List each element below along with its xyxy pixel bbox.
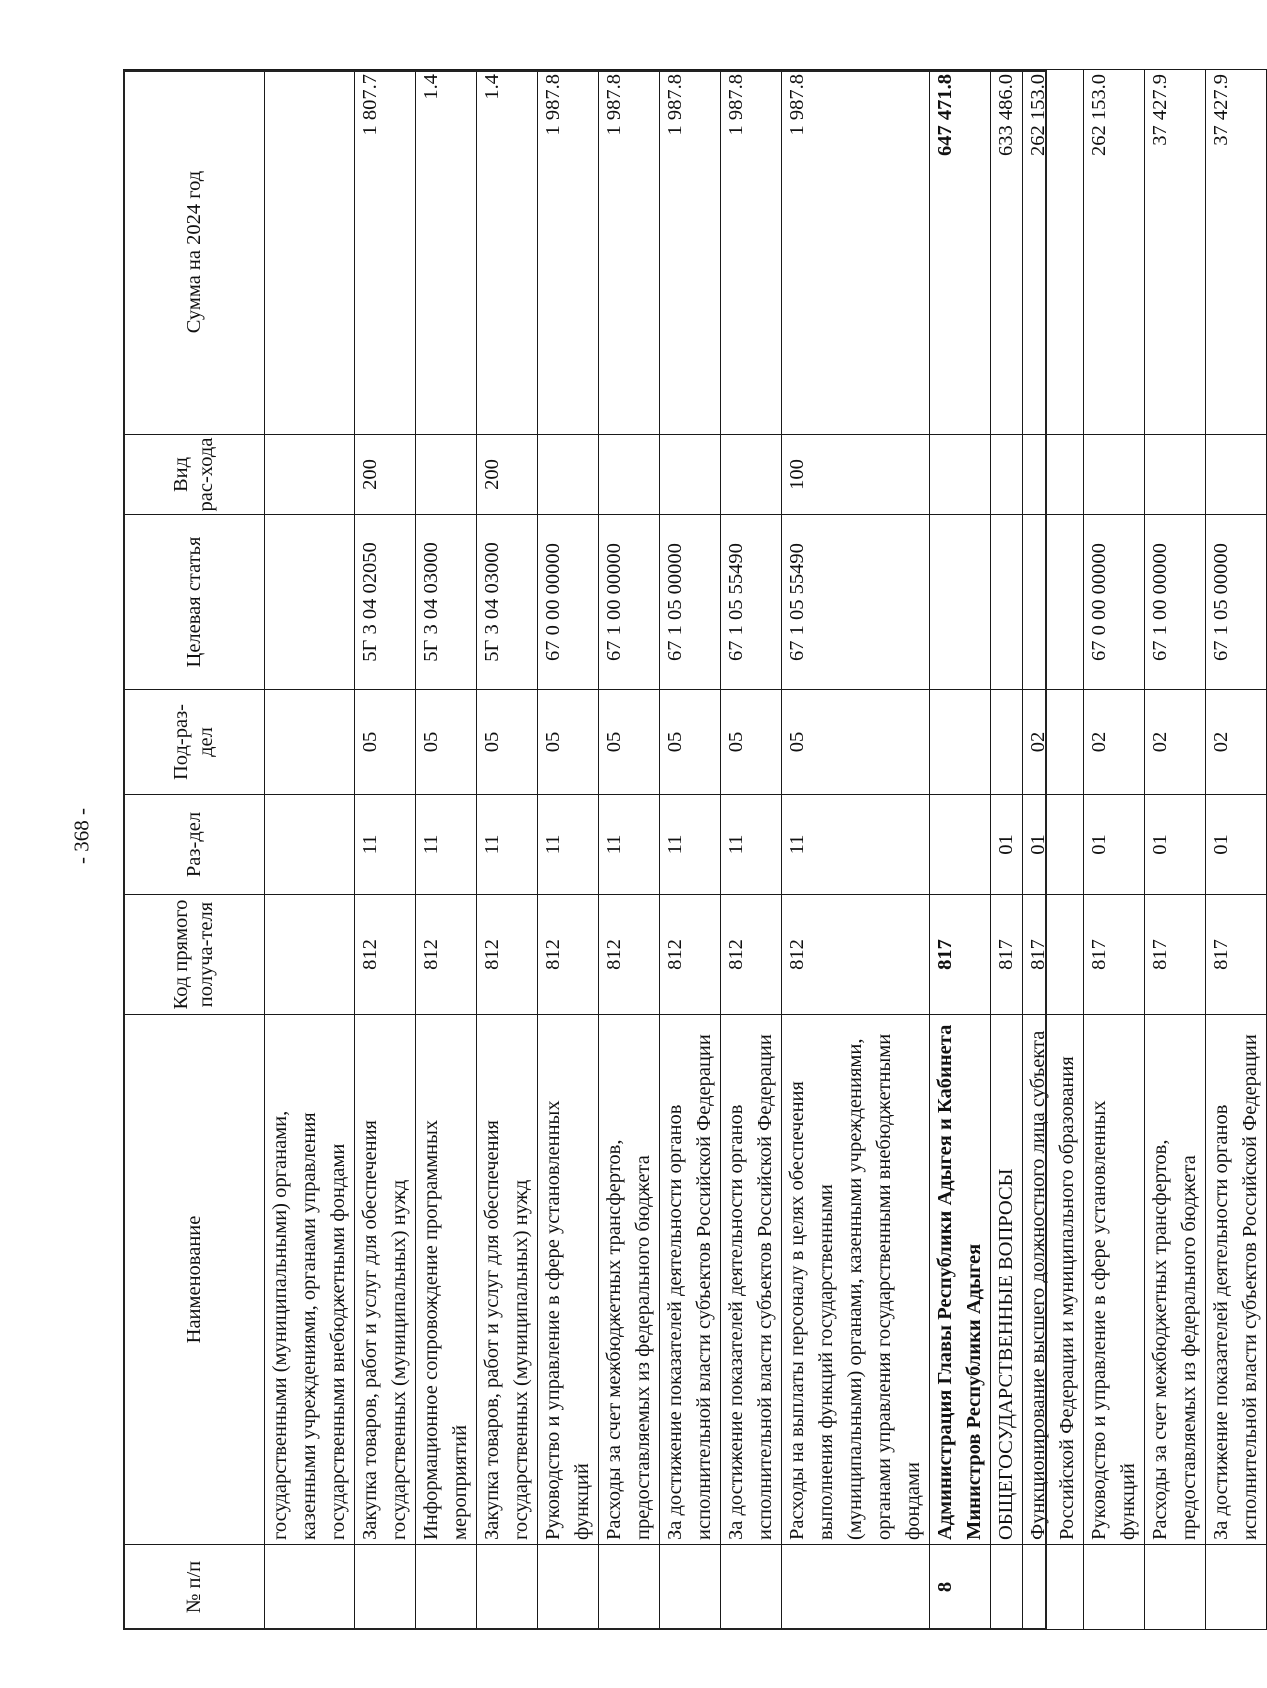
cell-code: 812	[477, 895, 538, 1015]
cell-code: 817	[1084, 895, 1145, 1015]
cell-type	[1145, 435, 1206, 515]
cell-subsection	[991, 690, 1023, 795]
cell-target: 67 1 00 00000	[1145, 515, 1206, 690]
cell-sum: 1 987.8	[599, 70, 660, 435]
cell-section: 01	[991, 795, 1023, 895]
cell-section: 01	[1145, 795, 1206, 895]
cell-code: 812	[538, 895, 599, 1015]
cell-name: За достижение показателей деятельности органов исполнительной власти субъектов Российской Федерации	[660, 1015, 721, 1545]
cell-num	[355, 1545, 416, 1630]
cell-subsection: 02	[1023, 690, 1084, 795]
cell-name: государственными (муниципальными) органами, казенными учреждениями, органами управления государственными внебюджетными фондами	[265, 1015, 355, 1545]
budget-table	[123, 69, 1267, 1630]
cell-num	[599, 1545, 660, 1630]
cell-code: 812	[721, 895, 782, 1015]
table-row	[477, 70, 538, 1630]
cell-code	[265, 895, 355, 1015]
cell-num	[416, 1545, 477, 1630]
cell-num	[1206, 1545, 1267, 1630]
cell-sum: 1 987.8	[660, 70, 721, 435]
table-body	[265, 70, 1267, 1630]
table-row	[599, 70, 660, 1630]
cell-section: 11	[355, 795, 416, 895]
cell-target	[265, 515, 355, 690]
header-section: Раз-дел	[124, 795, 265, 895]
cell-num	[477, 1545, 538, 1630]
cell-name: За достижение показателей деятельности органов исполнительной власти субъектов Российской Федерации	[1206, 1015, 1267, 1545]
cell-section: 01	[1023, 795, 1084, 895]
cell-section: 01	[1084, 795, 1145, 895]
cell-sum: 1 987.8	[721, 70, 782, 435]
cell-subsection: 02	[1206, 690, 1267, 795]
cell-target	[1023, 515, 1084, 690]
rotated-page	[123, 70, 1261, 1630]
cell-code: 817	[1206, 895, 1267, 1015]
cell-num	[538, 1545, 599, 1630]
table-row	[416, 70, 477, 1630]
cell-sum: 1.4	[416, 70, 477, 435]
cell-name: За достижение показателей деятельности органов исполнительной власти субъектов Российской Федерации	[721, 1015, 782, 1545]
table-row	[1206, 70, 1267, 1630]
cell-num	[991, 1545, 1023, 1630]
cell-code: 812	[599, 895, 660, 1015]
cell-sum: 1 987.8	[782, 70, 930, 435]
cell-type	[1084, 435, 1145, 515]
cell-sum: 37 427.9	[1206, 70, 1267, 435]
table-header-row	[124, 70, 265, 1630]
cell-num	[660, 1545, 721, 1630]
cell-section: 11	[538, 795, 599, 895]
cell-subsection: 05	[660, 690, 721, 795]
cell-name: Расходы на выплаты персоналу в целях обеспечения выполнения функций государственными (муниципальными) органами, казенными учреждениями, органами управления государственными внебюджетными фондами	[782, 1015, 930, 1545]
cell-sum: 262 153.0	[1084, 70, 1145, 435]
table-row	[1023, 70, 1084, 1630]
cell-target: 67 1 05 00000	[1206, 515, 1267, 690]
cell-code: 812	[355, 895, 416, 1015]
cell-subsection: 02	[1145, 690, 1206, 795]
header-name: Наименование	[124, 1015, 265, 1545]
cell-section	[265, 795, 355, 895]
cell-target: 67 1 05 55490	[721, 515, 782, 690]
cell-sum: 633 486.0	[991, 70, 1023, 435]
cell-name: Расходы за счет межбюджетных трансфертов, предоставляемых из федерального бюджета	[599, 1015, 660, 1545]
table-row	[930, 70, 991, 1630]
cell-target: 67 1 05 00000	[660, 515, 721, 690]
cell-type	[930, 435, 991, 515]
cell-code: 817	[1145, 895, 1206, 1015]
header-subsection: Под-раз-дел	[124, 690, 265, 795]
cell-type: 100	[782, 435, 930, 515]
header-target: Целевая статья	[124, 515, 265, 690]
cell-subsection: 05	[477, 690, 538, 795]
cell-sum: 1 987.8	[538, 70, 599, 435]
cell-name: Закупка товаров, работ и услуг для обеспечения государственных (муниципальных) нужд	[477, 1015, 538, 1545]
cell-subsection	[930, 690, 991, 795]
cell-num	[1145, 1545, 1206, 1630]
cell-target: 67 1 00 00000	[599, 515, 660, 690]
cell-type	[538, 435, 599, 515]
cell-target: 67 1 05 55490	[782, 515, 930, 690]
cell-sum: 37 427.9	[1145, 70, 1206, 435]
cell-target	[991, 515, 1023, 690]
cell-type	[660, 435, 721, 515]
cell-subsection: 05	[355, 690, 416, 795]
cell-sum: 1.4	[477, 70, 538, 435]
cell-target: 5Г 3 04 03000	[416, 515, 477, 690]
cell-name: ОБЩЕГОСУДАРСТВЕННЫЕ ВОПРОСЫ	[991, 1015, 1023, 1545]
cell-name: Расходы за счет межбюджетных трансфертов, предоставляемых из федерального бюджета	[1145, 1015, 1206, 1545]
cell-type	[599, 435, 660, 515]
table-row	[1084, 70, 1145, 1630]
cell-subsection: 05	[721, 690, 782, 795]
cell-subsection: 05	[782, 690, 930, 795]
cell-subsection: 02	[1084, 690, 1145, 795]
cell-section: 01	[1206, 795, 1267, 895]
cell-section: 11	[416, 795, 477, 895]
cell-num: 8	[930, 1545, 991, 1630]
cell-target: 67 0 00 00000	[1084, 515, 1145, 690]
table-row	[265, 70, 355, 1630]
page-number: - 368 -	[69, 808, 94, 864]
cell-section: 11	[477, 795, 538, 895]
cell-name: Информационное сопровождение программных мероприятий	[416, 1015, 477, 1545]
header-recipient-code: Код прямого получа-теля	[124, 895, 265, 1015]
cell-sum: 1 807.7	[355, 70, 416, 435]
cell-sum: 262 153.0	[1023, 70, 1084, 435]
table-row	[782, 70, 930, 1630]
cell-name: Администрация Главы Республики Адыгея и Кабинета Министров Республики Адыгея	[930, 1015, 991, 1545]
cell-type	[991, 435, 1023, 515]
cell-code: 812	[660, 895, 721, 1015]
cell-target: 5Г 3 04 03000	[477, 515, 538, 690]
cell-subsection: 05	[599, 690, 660, 795]
header-sum: Сумма на 2024 год	[124, 70, 265, 435]
cell-num	[265, 1545, 355, 1630]
table-row	[1145, 70, 1206, 1630]
table-row	[991, 70, 1023, 1630]
cell-subsection: 05	[416, 690, 477, 795]
header-num: № п/п	[124, 1545, 265, 1630]
cell-sum	[265, 70, 355, 435]
cell-code: 812	[782, 895, 930, 1015]
cell-section: 11	[599, 795, 660, 895]
cell-type	[721, 435, 782, 515]
cell-type	[1206, 435, 1267, 515]
table-row	[538, 70, 599, 1630]
cell-sum: 647 471.8	[930, 70, 991, 435]
cell-name: Закупка товаров, работ и услуг для обеспечения государственных (муниципальных) нужд	[355, 1015, 416, 1545]
cell-code: 817	[991, 895, 1023, 1015]
cell-type: 200	[355, 435, 416, 515]
cell-type: 200	[477, 435, 538, 515]
cell-type	[265, 435, 355, 515]
cell-section	[930, 795, 991, 895]
cell-name: Функционирование высшего должностного лица субъекта Российской Федерации и муниципального образования	[1023, 1015, 1084, 1545]
table-row	[721, 70, 782, 1630]
cell-section: 11	[721, 795, 782, 895]
cell-target	[930, 515, 991, 690]
cell-code: 812	[416, 895, 477, 1015]
header-expense-type: Вид рас-хода	[124, 435, 265, 515]
cell-name: Руководство и управление в сфере установленных функций	[538, 1015, 599, 1545]
cell-num	[1023, 1545, 1084, 1630]
cell-code: 817	[930, 895, 991, 1015]
cell-subsection	[265, 690, 355, 795]
cell-section: 11	[660, 795, 721, 895]
cell-section: 11	[782, 795, 930, 895]
cell-num	[782, 1545, 930, 1630]
cell-name: Руководство и управление в сфере установленных функций	[1084, 1015, 1145, 1545]
cell-target: 5Г 3 04 02050	[355, 515, 416, 690]
cell-num	[721, 1545, 782, 1630]
cell-subsection: 05	[538, 690, 599, 795]
table-row	[355, 70, 416, 1630]
cell-target: 67 0 00 00000	[538, 515, 599, 690]
cell-type	[1023, 435, 1084, 515]
cell-code: 817	[1023, 895, 1084, 1015]
cell-num	[1084, 1545, 1145, 1630]
table-row	[660, 70, 721, 1630]
cell-type	[416, 435, 477, 515]
